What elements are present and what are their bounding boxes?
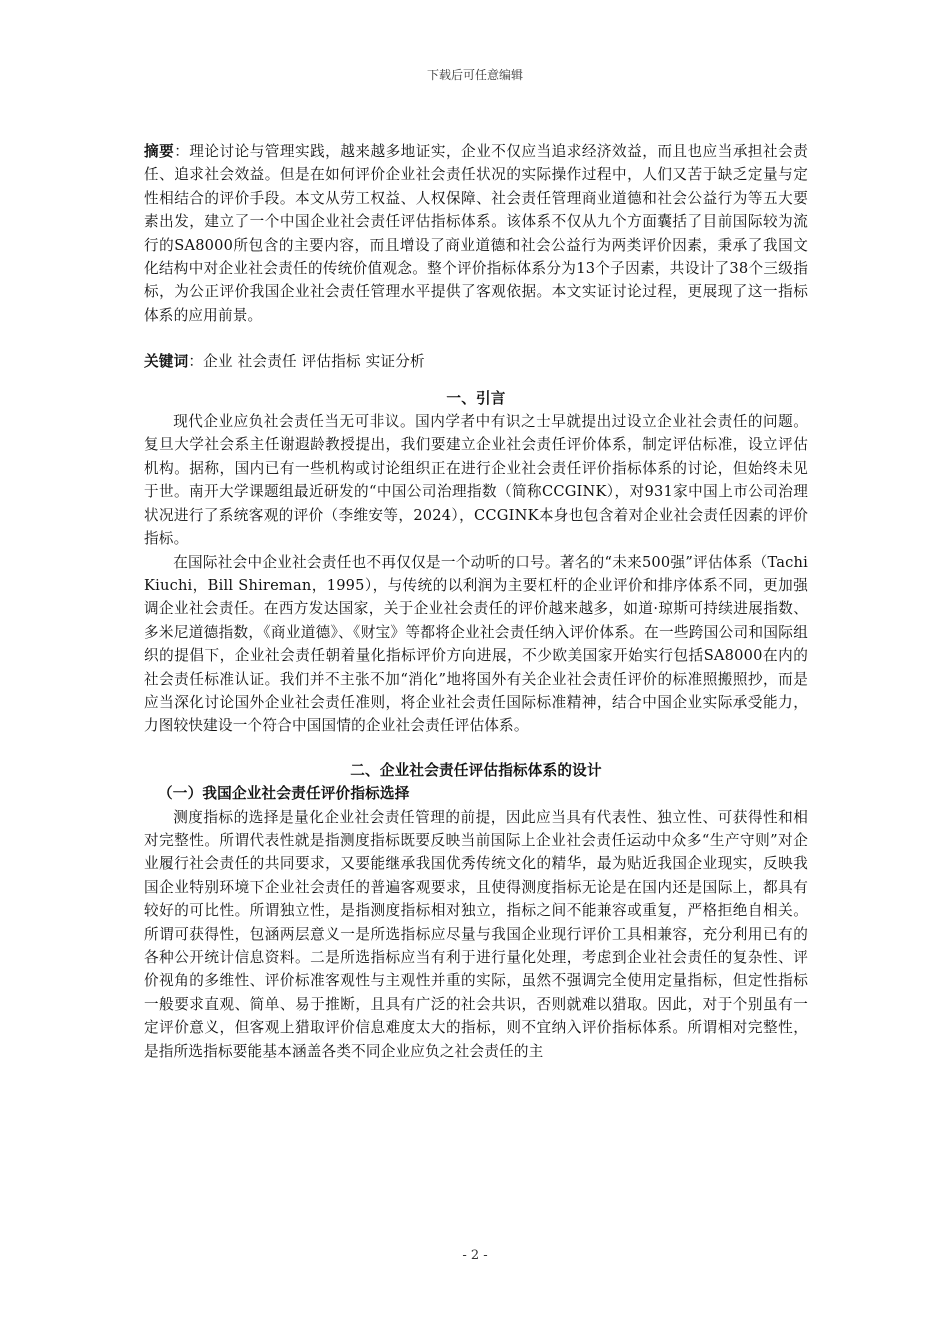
abstract-label: 摘要 [144, 143, 175, 160]
body-paragraph: 在国际社会中企业社会责任也不再仅仅是一个动听的口号。著名的“未来500强”评估体系（Tachi Kiuchi，Bill Shireman，1995），与传统的以利润为主要杠杆的企业评价和排序体系不同，更加强调企业社会责任。在西方发达国家，关于企业社会责任的评价越来越多，如道·琼斯可持续进展指数、多米尼道德指数，《商业道德》、《财宝》等都将企业社会责任纳入评价体系。在一些跨国公司和国际组织的提倡下，企业社会责任朝着量化指标评价方向进展，不少欧美国家开始实行包括SA8000在内的社会责任标准认证。我们并不主张不加“消化”地将国外有关企业社会责任评价的标准照搬照抄，而是应当深化讨论国外企业社会责任准则，将企业社会责任国际标准精神，结合中国企业实际承受能力，力图较快建设一个符合中国国情的企业社会责任评估体系。 [144, 553, 808, 735]
document-body [144, 140, 808, 1063]
body-paragraph: 现代企业应负社会责任当无可非议。国内学者中有识之士早就提出过设立企业社会责任的问题。复旦大学社会系主任谢遐龄教授提出，我们要建立企业社会责任评价体系，制定评估标准，设立评估机构。据称，国内已有一些机构或讨论组织正在进行企业社会责任评价指标体系的讨论，但始终未见于世。南开大学课题组最近研发的“中国公司治理指数（简称CCGINK），对931家中国上市公司治理状况进行了系统客观的评价（李维安等，2024），CCGINK本身也包含着对企业社会责任因素的评价指标。 [144, 413, 808, 548]
subsection-title: （一）我国企业社会责任评价指标选择 [158, 785, 410, 803]
section-title-introduction: 一、引言 [446, 389, 506, 407]
section-title-design: 二、企业社会责任评估指标体系的设计 [350, 761, 602, 779]
abstract-paragraph [144, 140, 808, 327]
keywords-label: 关键词 [144, 353, 189, 371]
abstract-text: ：理论讨论与管理实践，越来越多地证实，企业不仅应当追求经济效益，而且也应当承担社会责任、追求社会效益。但是在如何评价企业社会责任状况的实际操作过程中，人们又苦于缺乏定量与定性相结合的评价手段。本文从劳工权益、人权保障、社会责任管理商业道德和社会公益行为等五大要素出发，建立了一个中国企业社会责任评估指标体系。该体系不仅从九个方面囊括了目前国际较为流行的SA8000所包含的主要内容，而且增设了商业道德和社会公益行为两类评价因素，秉承了我国文化结构中对企业社会责任的传统价值观念。整个评价指标体系分为13个子因素，共设计了38个三级指标，为公正评价我国企业社会责任管理水平提供了客观依据。本文实证讨论过程，更展现了这一指标体系的应用前景。 [144, 143, 808, 324]
body-paragraph: 测度指标的选择是量化企业社会责任管理的前提，因此应当具有代表性、独立性、可获得性和相对完整性。所谓代表性就是指测度指标既要反映当前国际上企业社会责任运动中众多“生产守则”对企业履行社会责任的共同要求，又要能继承我国优秀传统文化的精华，最为贴近我国企业现实，反映我国企业特别环境下企业社会责任的普遍客观要求，且使得测度指标无论是在国内还是国际上，都具有较好的可比性。所谓独立性，是指测度指标相对独立，指标之间不能兼容或重复，严格拒绝自相关。所谓可获得性，包涵两层意义一是所选指标应尽量与我国企业现行评价工具相兼容，充分利用已有的各种公开统计信息资料。二是所选指标应当有利于进行量化处理，考虑到企业社会责任的复杂性、评价视角的多维性、评价标准客观性与主观性并重的实际，虽然不强调完全使用定量指标，但定性指标一般要求直观、简单、易于推断，且具有广泛的社会共识，否则就难以猎取。因此，对于个别虽有一定评价意义，但客观上猎取评价信息难度太大的指标，则不宜纳入评价指标体系。所谓相对完整性，是指所选指标要能基本涵盖各类不同企业应负之社会责任的主 [144, 808, 808, 1060]
keywords-paragraph [144, 350, 808, 373]
keywords-text: ：企业 社会责任 评估指标 实证分析 [188, 353, 425, 371]
page-header: 下载后可任意编辑 [426, 68, 523, 82]
page-number: - 2 - [462, 1248, 488, 1263]
